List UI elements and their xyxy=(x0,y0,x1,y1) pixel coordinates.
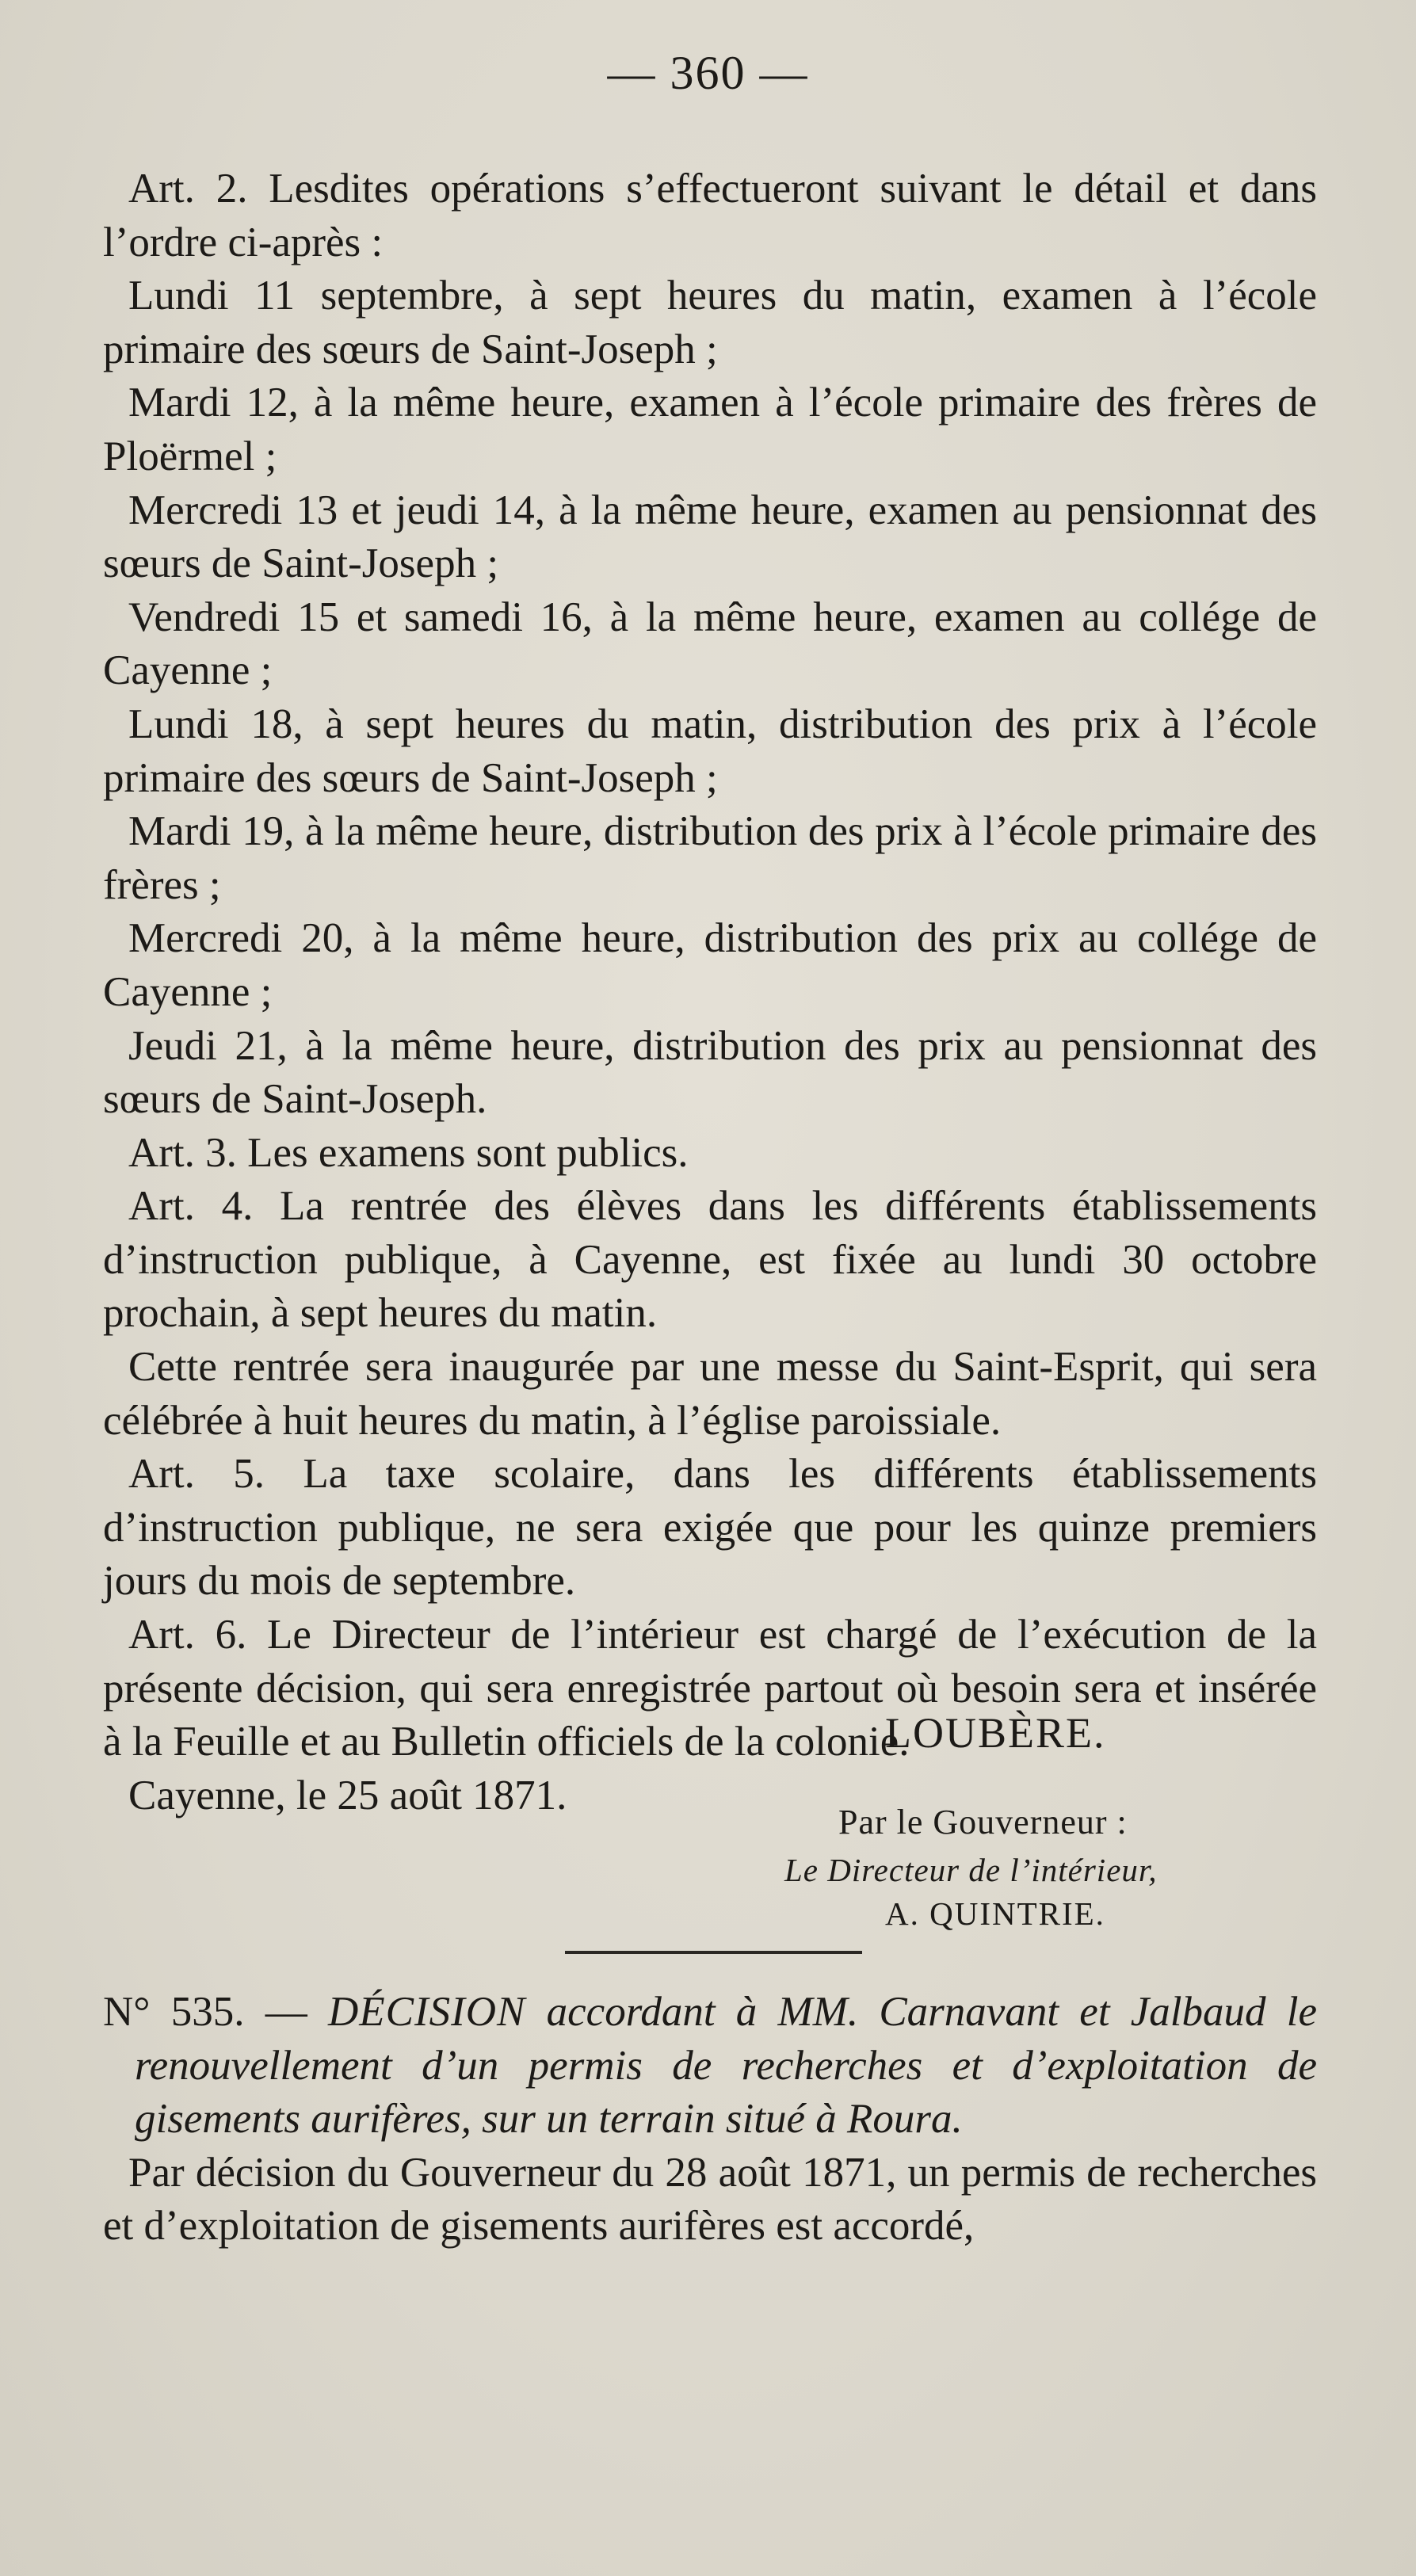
schedule-item: Jeudi 21, à la même heure, distribution des prix au pensionnat des sœurs de Saint-Joseph. xyxy=(103,1022,1317,1123)
decision-heading-text: accordant à MM. Carnavant et Jalbaud le renouvellement d’un permis de recherches et d’exploitation de gisements aurifères, sur un terrain situé à Roura. xyxy=(135,1989,1318,2143)
date-line: Cayenne, le 25 août 1871. xyxy=(128,1772,567,1818)
decision-heading xyxy=(103,1986,1317,2147)
article-2-intro: Art. 2. Lesdites opérations s’effectueront suivant le détail et dans l’ordre ci-après : xyxy=(103,166,1317,265)
section-divider xyxy=(565,1951,862,1954)
countersignature: A. QUINTRIE. xyxy=(885,1895,1105,1932)
schedule-item: Mercredi 20, à la même heure, distribution des prix au collége de Cayenne ; xyxy=(103,915,1317,1015)
article-text xyxy=(103,162,1317,1822)
article-4: Art. 4. La rentrée des élèves dans les différents établissements d’instruction publique, à Cayenne, est fixée au lundi 30 octobre prochain, à sept heures du matin. xyxy=(103,1183,1317,1337)
page-number: — 360 — xyxy=(607,47,809,99)
decision-body: Par décision du Gouverneur du 28 août 1871, un permis de recherches et d’exploitation de gisements aurifères est accordé, xyxy=(103,2149,1317,2250)
schedule-item: Mardi 12, à la même heure, examen à l’école primaire des frères de Ploërmel ; xyxy=(103,380,1317,479)
signature-par-line: Par le Gouverneur : xyxy=(838,1803,1128,1841)
decision-535 xyxy=(103,1986,1317,2254)
article-6: Art. 6. Le Directeur de l’intérieur est chargé de l’exécution de la présente décision, qui sera enregistrée partout où besoin sera et insérée à la Feuille et au Bulletin officiels de la colonie. xyxy=(103,1612,1317,1765)
schedule-item: Lundi 11 septembre, à sept heures du matin, examen à l’école primaire des sœurs de Saint-Joseph ; xyxy=(103,273,1317,372)
decision-number: N° 535. — xyxy=(103,1989,307,2035)
schedule-item: Mercredi 13 et jeudi 14, à la même heure, examen au pensionnat des sœurs de Saint-Joseph ; xyxy=(103,487,1317,587)
article-4-continued: Cette rentrée sera inaugurée par une messe du Saint-Esprit, qui sera célébrée à huit heures du matin, à l’église paroissiale. xyxy=(103,1344,1317,1444)
governor-signature: LOUBÈRE. xyxy=(885,1709,1106,1757)
schedule-item: Lundi 18, à sept heures du matin, distribution des prix à l’école primaire des sœurs de Saint-Joseph ; xyxy=(103,700,1317,801)
signature-title: Le Directeur de l’intérieur, xyxy=(784,1852,1158,1888)
schedule-item: Vendredi 15 et samedi 16, à la même heure, examen au collége de Cayenne ; xyxy=(103,593,1317,694)
decision-label: DÉCISION xyxy=(327,1989,526,2035)
schedule-item: Mardi 19, à la même heure, distribution des prix à l’école primaire des frères ; xyxy=(103,808,1317,908)
article-3: Art. 3. Les examens sont publics. xyxy=(128,1129,689,1176)
article-5: Art. 5. La taxe scolaire, dans les différents établissements d’instruction publique, ne sera exigée que pour les quinze premiers jours du mois de septembre. xyxy=(103,1451,1317,1605)
